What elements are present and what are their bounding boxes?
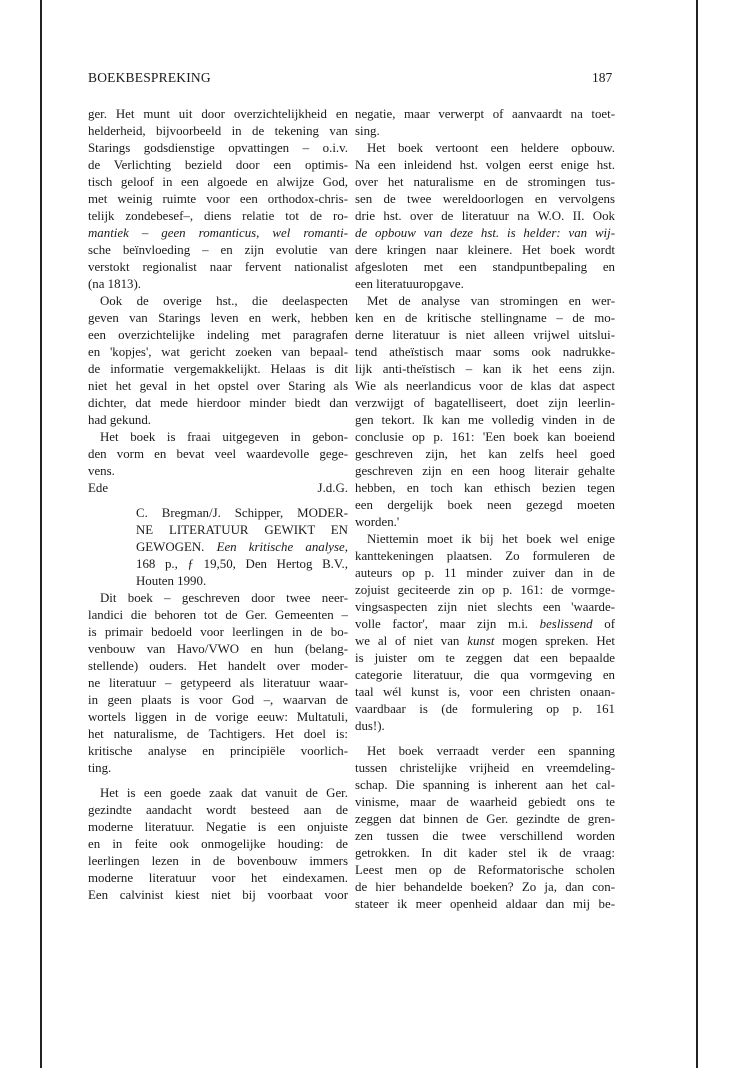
text-line: Het boek is fraai uitgegeven in gebon- bbox=[100, 430, 348, 444]
text-line: moderne literatuur voor het eindexamen. bbox=[88, 871, 348, 885]
running-header: BOEKBESPREKING bbox=[88, 70, 211, 85]
text-line: Niettemin moet ik bij het boek wel enige bbox=[367, 532, 615, 546]
text-line: Starings godsdienstige opvattingen – o.i.v. bbox=[88, 141, 348, 155]
text-line: een dergelijk boek neen gezegd moeten bbox=[355, 498, 615, 512]
text-line: niet het geval in het opstel over Staring als bbox=[88, 379, 348, 393]
reference-line: C. Bregman/J. Schipper, MODER- bbox=[136, 506, 348, 520]
paragraph bbox=[88, 785, 348, 904]
review-signature bbox=[88, 480, 348, 497]
text-line: negatie, maar verwerpt of aanvaardt na toet- bbox=[355, 107, 615, 121]
text-line: de opbouw van deze hst. is helder: van wij- bbox=[355, 226, 615, 240]
text-line: is primair bedoeld voor leerlingen in de bo- bbox=[88, 625, 348, 639]
paragraph bbox=[355, 743, 615, 913]
text-line: ting. bbox=[88, 761, 112, 775]
text-line: een overzichtelijke indeling met paragrafen bbox=[88, 328, 348, 342]
text-line: conclusie op p. 161: 'Een boek kan boeiend bbox=[355, 430, 615, 444]
text-line: de informatie vergemakkelijkt. Helaas is dit bbox=[88, 362, 348, 376]
text-line: en 'kopjes', wat gericht zoeken van bepaal- bbox=[88, 345, 348, 359]
text-line: over het naturalisme en de stromingen tus- bbox=[355, 175, 615, 189]
text-line: (na 1813). bbox=[88, 277, 141, 291]
text-line: geven van Starings leven en werk, hebben bbox=[88, 311, 348, 325]
text-line: hebben, en toch kan ethisch bezien tegen bbox=[355, 481, 615, 495]
reference-line: NE LITERATUUR GEWIKT EN bbox=[136, 523, 348, 537]
text-line: wortels liggen in de vorige eeuw: Multatuli, bbox=[88, 710, 348, 724]
paragraph bbox=[88, 429, 348, 480]
text-line: helderheid, bijvoorbeeld in de tekening van bbox=[88, 124, 348, 138]
text-line: Het is een goede zaak dat vanuit de Ger. bbox=[100, 786, 348, 800]
text-line: zojuist geciteerde zin op p. 161: de vormge- bbox=[355, 583, 615, 597]
text-line: Het boek verraadt verder een spanning bbox=[367, 744, 615, 758]
text-line: geschreven zijn en een hoog literair gehalte bbox=[355, 464, 615, 478]
text-line: zeggen dat binnen de Ger. gezindte de gren- bbox=[355, 812, 615, 826]
text-line: Leest men op de Reformatorische scholen bbox=[355, 863, 615, 877]
text-line: vinisme, maar de waarheid gebiedt ons te bbox=[355, 795, 615, 809]
text-line: Na een inleidend hst. volgen eerst enige hst. bbox=[355, 158, 615, 172]
text-line: het naturalisme, de Tachtigers. Het doel is: bbox=[88, 727, 348, 741]
text-line: sche beïnvloeding – en zijn evolutie van bbox=[88, 243, 348, 257]
reference-line: GEWOGEN. Een kritische analyse, bbox=[136, 540, 348, 554]
text-line: vaardbaar is (de formulering op p. 161 bbox=[355, 702, 615, 716]
text-line: sing. bbox=[355, 124, 380, 138]
text-line: volle factor', maar zijn m.i. beslissend of bbox=[355, 617, 615, 631]
text-line: getrokken. In dit kader stel ik de vraag: bbox=[355, 846, 615, 860]
text-line: worden.' bbox=[355, 515, 400, 529]
paragraph bbox=[88, 590, 348, 777]
text-line: en in feite ook onmogelijke houding: de bbox=[88, 837, 348, 851]
text-line: den vorm en bevat veel waardevolle gege- bbox=[88, 447, 348, 461]
text-line: de Verlichting bezield door een optimis- bbox=[88, 158, 348, 172]
text-line: Met de analyse van stromingen en wer- bbox=[367, 294, 615, 308]
left-margin-line bbox=[40, 0, 42, 1068]
reference-line: Houten 1990. bbox=[136, 574, 207, 588]
text-line: leerlingen lezen in de bovenbouw immers bbox=[88, 854, 348, 868]
right-column bbox=[355, 106, 615, 913]
text-line: tend atheïstisch maar soms ook nadrukke- bbox=[355, 345, 615, 359]
paragraph bbox=[355, 293, 615, 531]
text-line: derne literatuur is niet alleen vrijwel uitslui- bbox=[355, 328, 615, 342]
page-number: 187 bbox=[592, 70, 613, 85]
book-reference bbox=[88, 505, 348, 590]
text-line: Wie als neerlandicus voor de klas dat aspect bbox=[355, 379, 615, 393]
text-line: categorie literatuur, die qua vormgeving en bbox=[355, 668, 615, 682]
emphasis: kunst bbox=[467, 634, 495, 648]
text-line: vens. bbox=[88, 464, 115, 478]
signature-place: Ede bbox=[88, 481, 109, 495]
text-line: auteurs op p. 11 minder zuiver dan in de bbox=[355, 566, 615, 580]
text-line: we al of niet van kunst mogen spreken. Het bbox=[355, 634, 615, 648]
text-line: is juister om te zeggen dat een bepaalde bbox=[355, 651, 615, 665]
text-line: vingsaspecten zijn niet slechts een 'waarde- bbox=[355, 600, 615, 614]
text-line: verzwijgt of bagatelliseert, doet zijn leerlin- bbox=[355, 396, 615, 410]
text-line: ger. Het munt uit door overzichtelijkheid en bbox=[88, 107, 348, 121]
signature-author: J.d.G. bbox=[317, 481, 348, 495]
text-line: tisch geloof in een algoede en alwijze God, bbox=[88, 175, 348, 189]
text-line: stateer ik meer openheid aldaar dan mij be- bbox=[355, 897, 615, 911]
text-line: Een calvinist kiest niet bij voorbaat voor bbox=[88, 888, 348, 902]
text-line: stellende) ouders. Het handelt over moder- bbox=[88, 659, 348, 673]
text-line: de hier behandelde boeken? Zo ja, dan con- bbox=[355, 880, 615, 894]
text-line: een literatuuropgave. bbox=[355, 277, 464, 291]
text-line: schap. Die spanning is inherent aan het cal- bbox=[355, 778, 615, 792]
paragraph bbox=[88, 293, 348, 429]
paragraph bbox=[355, 531, 615, 735]
text-line: gezindte aandacht wordt besteed aan de bbox=[88, 803, 348, 817]
text-line: gen tekort. Ik kan me volledig vinden in de bbox=[355, 413, 615, 427]
text-line: Ook de overige hst., die deelaspecten bbox=[100, 294, 348, 308]
text-line: verstokt regionalist naar fervent nationalist bbox=[88, 260, 348, 274]
text-line: had gekund. bbox=[88, 413, 152, 427]
text-line: zen tussen die twee verschillend worden bbox=[355, 829, 615, 843]
text-line: venbouw van Havo/VWO en hun (belang- bbox=[88, 642, 348, 656]
text-line: ne literatuur – getypeerd als literatuur waar- bbox=[88, 676, 348, 690]
left-column bbox=[88, 106, 348, 904]
text-line: Het boek vertoont een heldere opbouw. bbox=[367, 141, 615, 155]
text-line: sen de twee wereldoorlogen en vervolgens bbox=[355, 192, 615, 206]
text-line: mantiek – geen romanticus, wel romanti- bbox=[88, 226, 348, 240]
text-line: moderne literatuur. Negatie is een onjuiste bbox=[88, 820, 348, 834]
paragraph bbox=[355, 140, 615, 293]
text-line: kanttekeningen plaatsen. Zo formuleren de bbox=[355, 549, 615, 563]
text-line: dus!). bbox=[355, 719, 385, 733]
reference-line: 168 p., ƒ 19,50, Den Hertog B.V., bbox=[136, 557, 348, 571]
text-line: Dit boek – geschreven door twee neer- bbox=[100, 591, 348, 605]
text-line: afgesloten met een standpuntbepaling en bbox=[355, 260, 615, 274]
text-line: in geen plaats is voor God –, waarvan de bbox=[88, 693, 348, 707]
text-line: drie hst. over de literatuur na W.O. II. Ook bbox=[355, 209, 615, 223]
paragraph bbox=[355, 106, 615, 140]
text-line: landici die behoren tot de Ger. Gemeenten – bbox=[88, 608, 348, 622]
text-line: dichter, dat mede hierdoor minder biedt dan bbox=[88, 396, 348, 410]
text-line: geschreven zijn, het kan zelfs heel goed bbox=[355, 447, 615, 461]
text-line: taal wél kunst is, voor een christen onaan- bbox=[355, 685, 615, 699]
reference-subtitle: Een kritische analyse, bbox=[216, 540, 348, 554]
text-line: lijk anti-theïstisch – kan ik het eens zijn. bbox=[355, 362, 615, 376]
right-margin-line bbox=[696, 0, 698, 1068]
text-line: tussen christelijke vrijheid en vreemdeling- bbox=[355, 761, 615, 775]
text-line: met weinig ruimte voor een orthodox-chris- bbox=[88, 192, 348, 206]
emphasis: beslissend bbox=[539, 617, 593, 631]
paragraph bbox=[88, 106, 348, 293]
text-line: kritische analyse en principiële voorlich- bbox=[88, 744, 348, 758]
text-line: telijk zondebesef–, diens relatie tot de ro- bbox=[88, 209, 348, 223]
text-line: ken en de kritische stellingname – de mo- bbox=[355, 311, 615, 325]
text-line: dere kringen naar kleinere. Het boek wordt bbox=[355, 243, 615, 257]
